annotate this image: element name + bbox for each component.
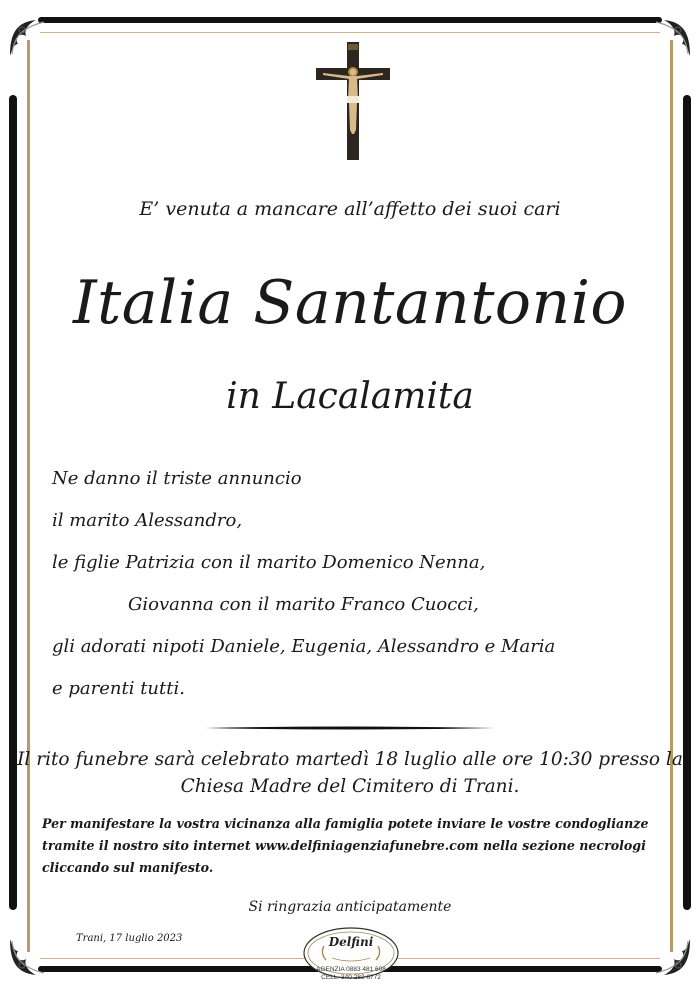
agency-phone: AGENZIA 0883 481 608 [316,966,386,973]
married-name: in Lacalamita [226,376,474,417]
section-divider [205,726,495,730]
frame-top-gold-line [40,32,660,33]
rite-line-1: Il rito funebre sarà celebrato martedì 18 luglio alle ore 10:30 presso la [17,749,683,770]
agency-brand: Delfini [328,935,374,949]
condolence-line: cliccando sul manifesto. [42,860,214,875]
condolence-note [42,813,662,879]
corner-ornament-icon [6,935,52,981]
corner-ornament-icon [6,14,52,60]
condolence-line: tramite il nostro sito internet www.delfiniagenziafunebre.com nella sezione necrologi [42,838,646,853]
crucifix-icon [313,42,393,160]
rite-line-2: Chiesa Madre del Cimitero di Trani. [180,776,520,797]
corner-ornament-icon [648,14,694,60]
family-line: le figlie Patrizia con il marito Domenico Nenna, [52,552,486,573]
thanks-text: Si ringrazia anticipatamente [248,899,452,915]
family-line: Giovanna con il marito Franco Cuocci, [128,594,479,615]
frame-right-gold-line [670,40,673,952]
intro-text: E’ venuta a mancare all’affetto dei suoi cari [139,198,561,220]
frame-top-bar [38,17,662,23]
family-line: gli adorati nipoti Daniele, Eugenia, Alessandro e Maria [52,636,556,657]
place-date: Trani, 17 luglio 2023 [76,933,183,944]
family-line: Ne danno il triste annuncio [52,468,302,489]
agency-logo [302,926,400,984]
family-line: il marito Alessandro, [52,510,243,531]
agency-cell: CELL. 340 282 6772 [321,974,381,981]
condolence-line: Per manifestare la vostra vicinanza alla famiglia potete inviare le vostre condoglianze [42,816,649,831]
family-line: e parenti tutti. [52,678,185,699]
frame-left-gold-line [27,40,30,952]
family-announcement [52,466,555,718]
deceased-name: Italia Santantonio [72,268,628,338]
corner-ornament-icon [648,935,694,981]
